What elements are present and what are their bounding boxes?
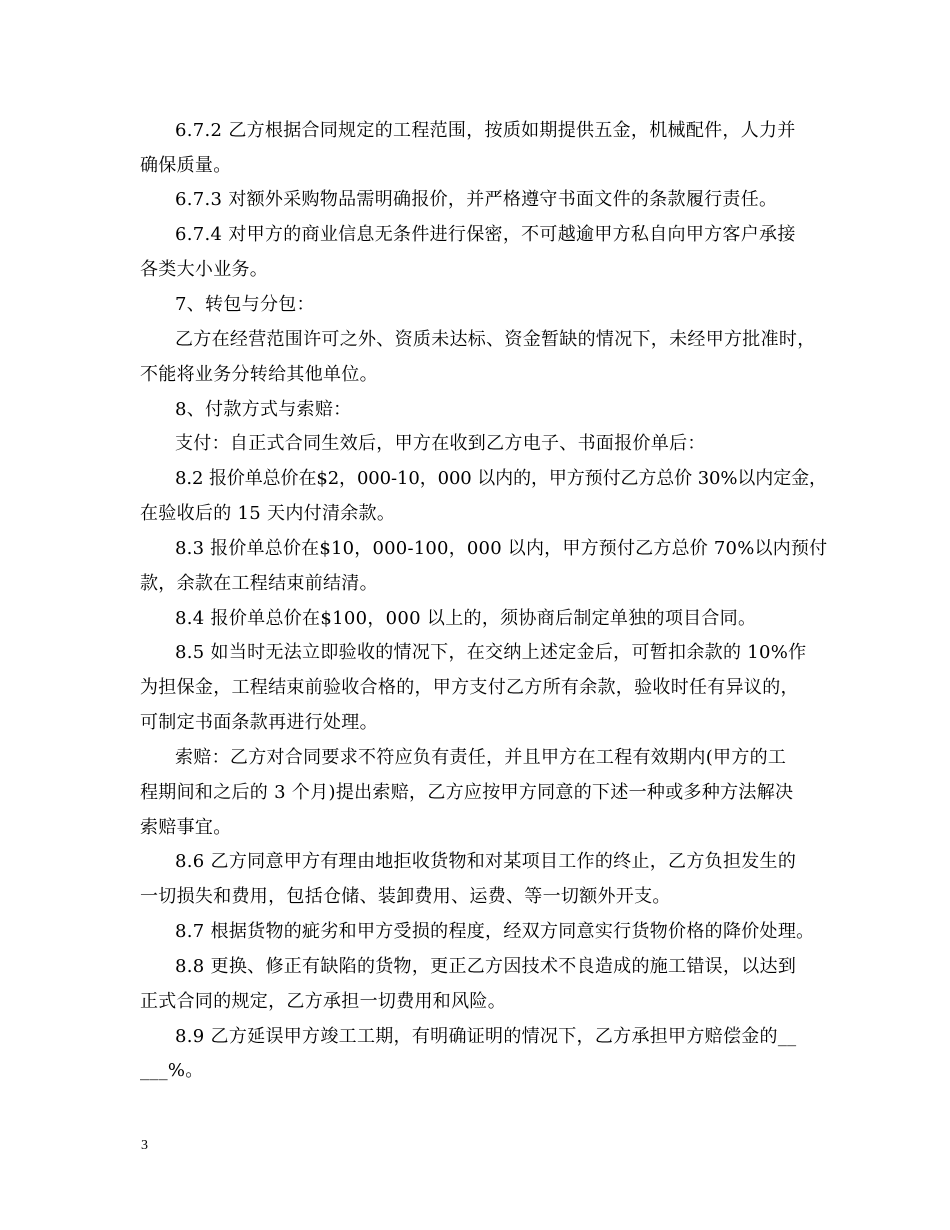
payment-intro: 支付：自正式合同生效后，甲方在收到乙方电子、书面报价单后： <box>175 433 706 454</box>
clause-8-6-line-1: 8.6 乙方同意甲方有理由地拒收货物和对某项目工作的终止，乙方负担发生的 <box>175 851 797 872</box>
clause-8-5-line-3: 可制定书面条款再进行处理。 <box>140 712 378 733</box>
section-7-body-line-2: 不能将业务分转给其他单位。 <box>140 364 378 385</box>
clause-6-7-3-line-1: 6.7.3 对额外采购物品需明确报价，并严格遵守书面文件的条款履行责任。 <box>175 189 778 210</box>
clause-6-7-4-line-1: 6.7.4 对甲方的商业信息无条件进行保密，不可越逾甲方私自向甲方客户承接 <box>175 224 796 245</box>
clause-8-9-line-2: ___%。 <box>140 1060 204 1081</box>
page-number: 3 <box>141 1138 148 1153</box>
clause-8-2-line-1: 8.2 报价单总价在$2，000-10，000 以内的，甲方预付乙方总价 30%以内定金， <box>175 468 827 489</box>
clause-6-7-2-line-1: 6.7.2 乙方根据合同规定的工程范围，按质如期提供五金，机械配件，人力并 <box>175 120 796 141</box>
claim-intro-line-2: 程期间和之后的 3 个月)提出索赔，乙方应按甲方同意的下述一种或多种方法解决 <box>140 782 794 803</box>
clause-8-4-line-1: 8.4 报价单总价在$100，000 以上的，须协商后制定单独的项目合同。 <box>175 608 757 629</box>
claim-intro-line-1: 索赔：乙方对合同要求不符应负有责任，并且甲方在工程有效期内(甲方的工 <box>175 747 787 768</box>
clause-6-7-4-line-2: 各类大小业务。 <box>140 259 269 280</box>
clause-8-7-line-1: 8.7 根据货物的疵劣和甲方受损的程度，经双方同意实行货物价格的降价处理。 <box>175 921 815 942</box>
clause-8-3-line-2: 款，余款在工程结束前结清。 <box>140 573 378 594</box>
clause-6-7-2-line-2: 确保质量。 <box>140 155 232 176</box>
claim-intro-line-3: 索赔事宜。 <box>140 817 232 838</box>
clause-8-8-line-2: 正式合同的规定，乙方承担一切费用和风险。 <box>140 991 506 1012</box>
section-7-body-line-1: 乙方在经营范围许可之外、资质未达标、资金暂缺的情况下，未经甲方批准时， <box>175 329 816 350</box>
clause-8-9-line-1: 8.9 乙方延误甲方竣工工期，有明确证明的情况下，乙方承担甲方赔偿金的__ <box>175 1026 797 1047</box>
clause-8-2-line-2: 在验收后的 15 天内付清余款。 <box>140 503 396 524</box>
clause-8-3-line-1: 8.3 报价单总价在$10，000-100，000 以内，甲方预付乙方总价 70%以内预付 <box>175 538 828 559</box>
clause-8-8-line-1: 8.8 更换、修正有缺陷的货物，更正乙方因技术不良造成的施工错误，以达到 <box>175 956 797 977</box>
clause-8-5-line-2: 为担保金，工程结束前验收合格的，甲方支付乙方所有余款，验收时任有异议的， <box>140 677 799 698</box>
clause-8-5-line-1: 8.5 如当时无法立即验收的情况下，在交纳上述定金后，可暂扣余款的 10%作 <box>175 642 807 663</box>
clause-8-6-line-2: 一切损失和费用，包括仓储、装卸费用、运费、等一切额外开支。 <box>140 886 671 907</box>
section-7-heading: 7、转包与分包： <box>175 294 315 315</box>
section-8-heading: 8、付款方式与索赔： <box>175 399 352 420</box>
